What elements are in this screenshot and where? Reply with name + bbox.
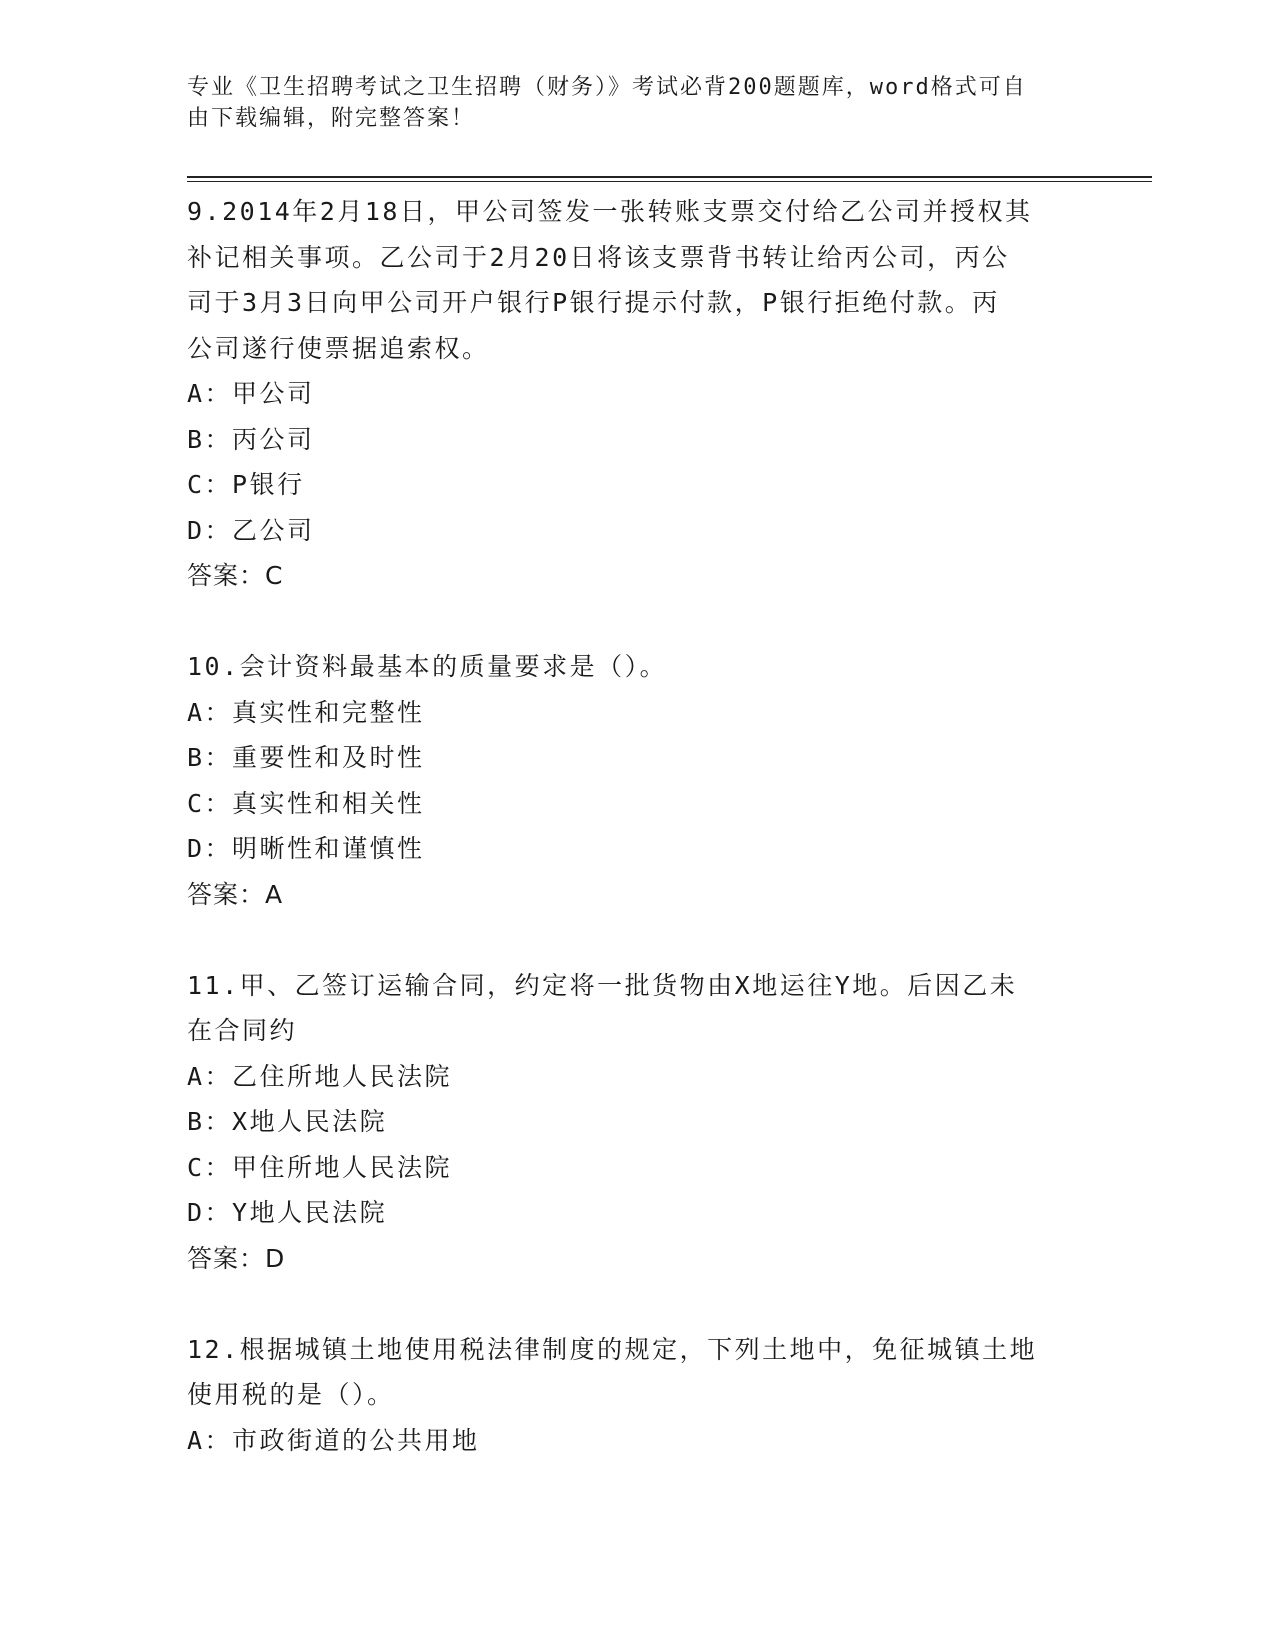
option-a: A：乙住所地人民法院 — [187, 1061, 453, 1091]
answer-line: 答案：C — [187, 561, 284, 590]
option-b: B：丙公司 — [187, 424, 315, 454]
question-stem-line: 公司遂行使票据追索权。 — [187, 333, 490, 363]
header-divider-thin — [187, 181, 1152, 182]
option-d: D：明晰性和谨慎性 — [187, 834, 425, 863]
question-stem-line: 10.会计资料最基本的质量要求是（）。 — [187, 652, 668, 681]
answer-line: 答案：D — [187, 1243, 286, 1273]
option-c: C：甲住所地人民法院 — [187, 1152, 453, 1182]
question-stem-line: 补记相关事项。乙公司于2月20日将该支票背书转让给丙公司，丙公 — [187, 242, 1010, 272]
question-stem-line: 在合同约 — [187, 1016, 298, 1045]
option-c: C：真实性和相关性 — [187, 788, 425, 818]
question-spacer — [187, 599, 1087, 645]
header-divider-thick — [187, 176, 1152, 178]
header-title-line-2: 由下载编辑，附完整答案！ — [187, 106, 476, 131]
option-a: A：甲公司 — [187, 379, 315, 408]
option-a: A：真实性和完整性 — [187, 697, 425, 727]
question-stem-line: 11.甲、乙签订运输合同，约定将一批货物由X地运往Y地。后因乙未 — [187, 970, 1018, 1000]
question-9 — [187, 189, 1087, 599]
question-12 — [187, 1327, 1087, 1464]
answer-line: 答案：A — [187, 879, 284, 909]
question-spacer — [187, 917, 1087, 963]
question-spacer — [187, 1281, 1087, 1327]
option-b: B：X地人民法院 — [187, 1107, 388, 1136]
option-d: D：乙公司 — [187, 515, 315, 545]
question-list — [187, 189, 1087, 1463]
question-stem-line: 9.2014年2月18日，甲公司签发一张转账支票交付给乙公司并授权其 — [187, 197, 1033, 226]
option-d: D：Y地人民法院 — [187, 1198, 388, 1227]
question-10 — [187, 644, 1087, 917]
document-header — [187, 72, 1067, 134]
question-stem-line: 使用税的是（）。 — [187, 1380, 395, 1409]
option-c: C：P银行 — [187, 470, 305, 499]
question-11 — [187, 963, 1087, 1282]
question-stem-line: 司于3月3日向甲公司开户银行P银行提示付款，P银行拒绝付款。丙 — [187, 288, 1000, 317]
option-a: A：市政街道的公共用地 — [187, 1425, 480, 1455]
option-b: B：重要性和及时性 — [187, 743, 425, 772]
header-title-line-1: 专业《卫生招聘考试之卫生招聘（财务）》考试必背200题题库，word格式可自 — [187, 75, 1027, 100]
question-stem-line: 12.根据城镇土地使用税法律制度的规定，下列土地中，免征城镇土地 — [187, 1334, 1038, 1364]
